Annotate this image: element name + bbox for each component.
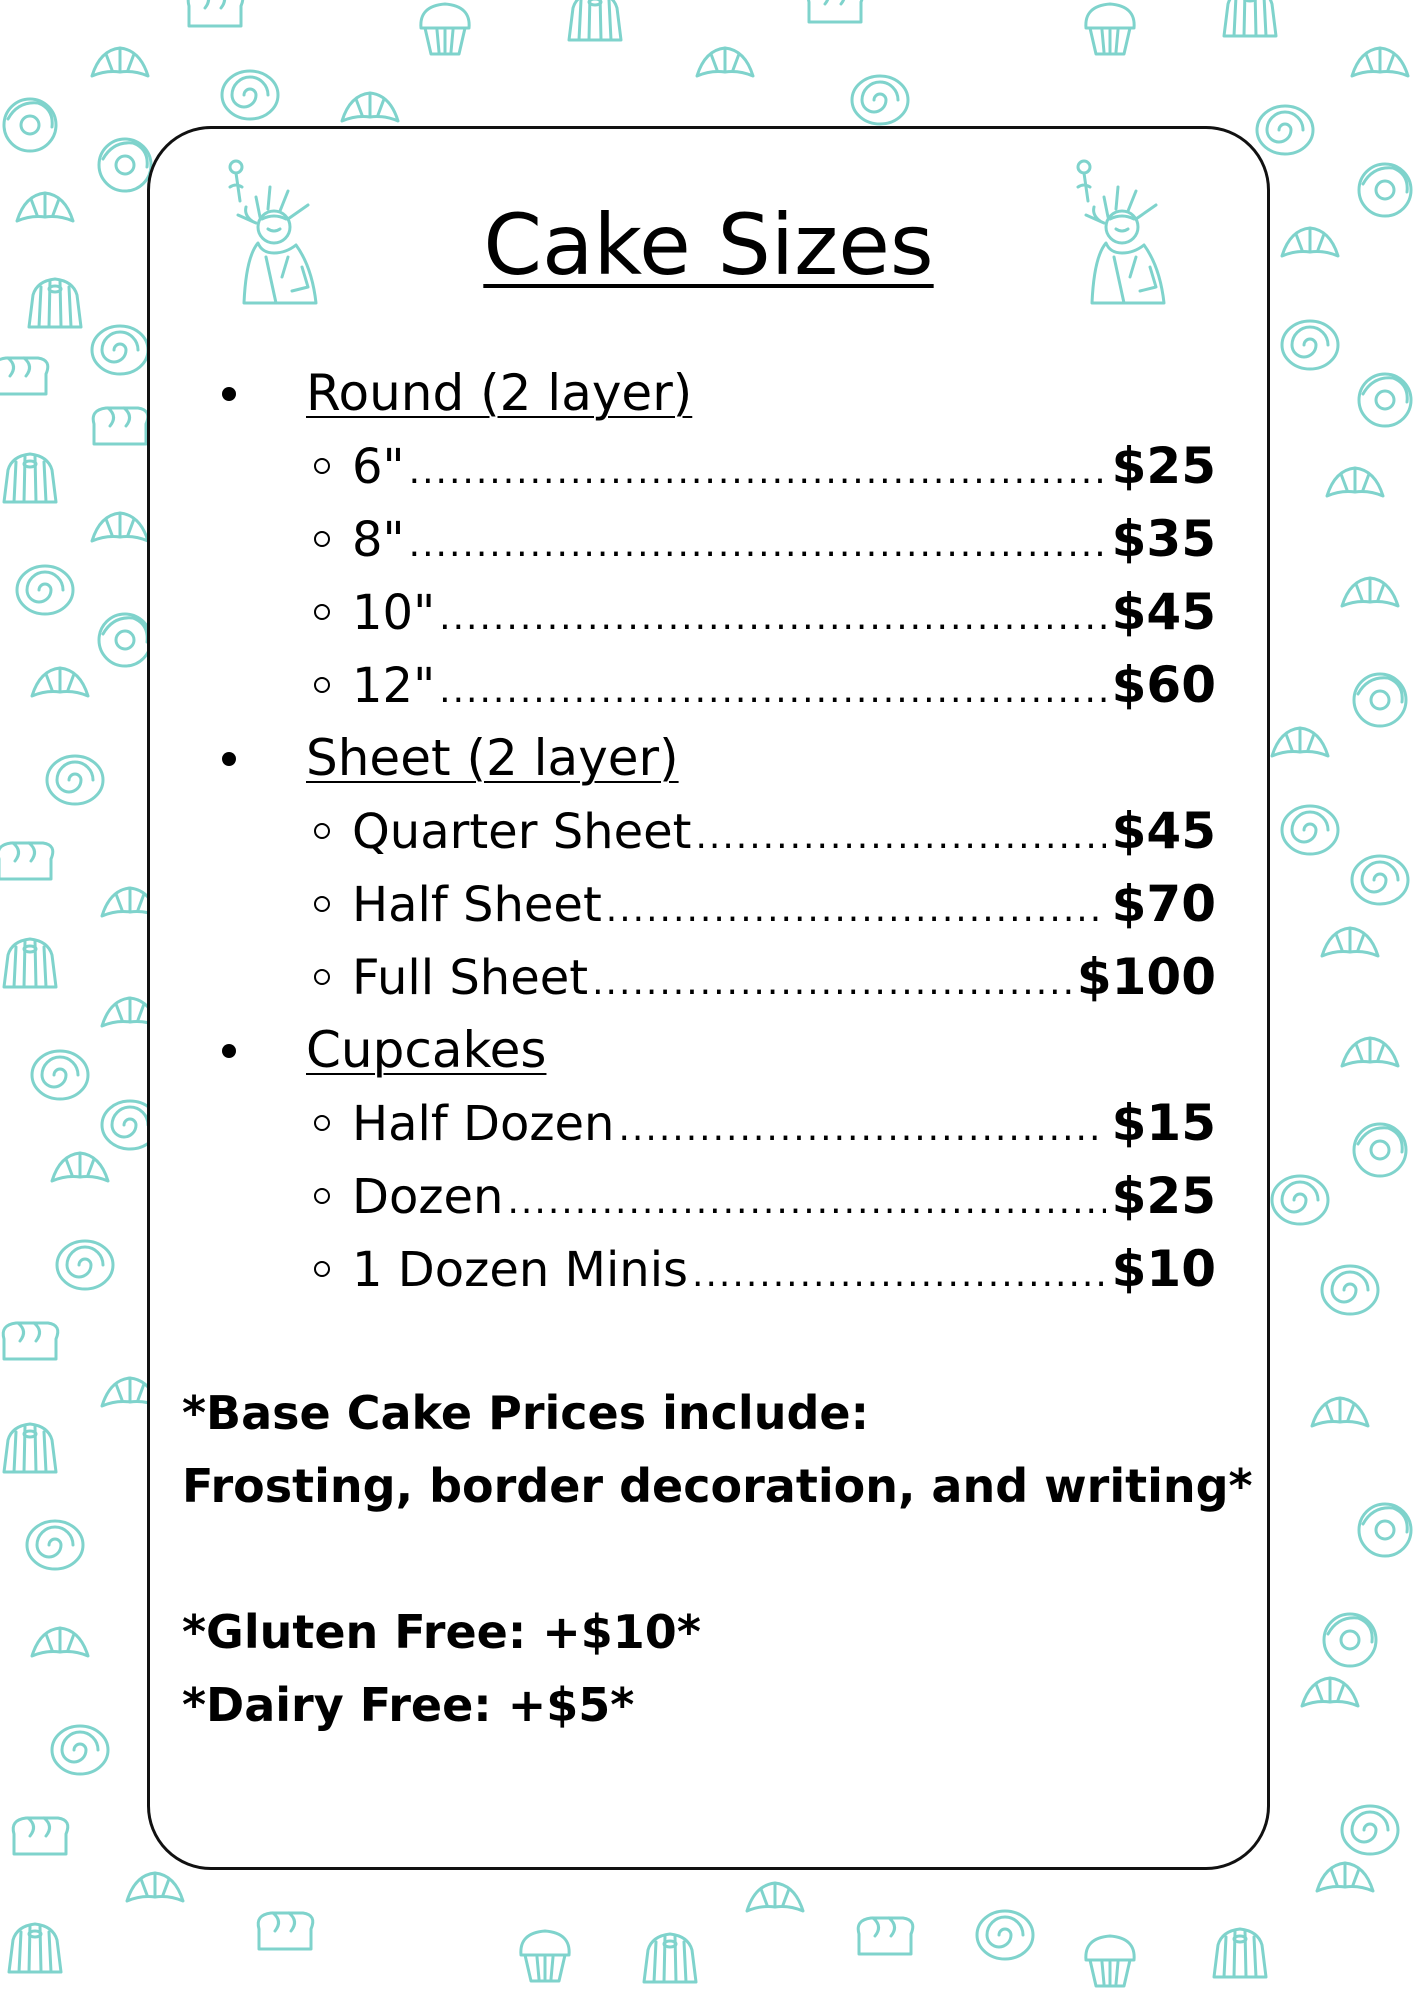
item-name: Half Sheet <box>352 877 602 933</box>
section-cupcakes <box>222 1014 1222 1306</box>
item-price: $25 <box>1111 1167 1216 1225</box>
item-name: 1 Dozen Minis <box>352 1242 689 1298</box>
item-price: $35 <box>1111 510 1216 568</box>
section-sheet <box>222 722 1222 1014</box>
list-item <box>222 1087 1222 1160</box>
item-name: 8" <box>352 512 405 568</box>
list-item <box>222 795 1222 868</box>
item-price: $70 <box>1111 875 1216 933</box>
item-price: $100 <box>1076 948 1216 1006</box>
list-item <box>222 649 1222 722</box>
price-card <box>147 126 1270 1870</box>
item-price: $15 <box>1111 1094 1216 1152</box>
list-item <box>222 430 1222 503</box>
item-name: 10" <box>352 585 436 641</box>
item-name: Full Sheet <box>352 950 589 1006</box>
section-heading: Round (2 layer) <box>222 357 1222 430</box>
item-price: $25 <box>1111 437 1216 495</box>
item-price: $45 <box>1111 802 1216 860</box>
base-price-note-detail: Frosting, border decoration, and writing* <box>182 1459 1253 1513</box>
section-heading: Cupcakes <box>222 1014 1222 1087</box>
list-item <box>222 1233 1222 1306</box>
list-item <box>222 868 1222 941</box>
list-item <box>222 576 1222 649</box>
dairy-free-note: *Dairy Free: +$5* <box>182 1678 635 1732</box>
item-price: $10 <box>1111 1240 1216 1298</box>
price-list <box>222 357 1222 1306</box>
item-name: 12" <box>352 658 436 714</box>
page-title: Cake Sizes <box>483 196 934 294</box>
base-price-note: *Base Cake Prices include: <box>182 1386 869 1440</box>
item-price: $45 <box>1111 583 1216 641</box>
section-heading: Sheet (2 layer) <box>222 722 1222 795</box>
item-name: 6" <box>352 439 405 495</box>
item-name: Dozen <box>352 1169 504 1225</box>
section-round <box>222 357 1222 722</box>
item-price: $60 <box>1111 656 1216 714</box>
gluten-free-note: *Gluten Free: +$10* <box>182 1605 701 1659</box>
item-name: Quarter Sheet <box>352 804 692 860</box>
item-name: Half Dozen <box>352 1096 615 1152</box>
list-item <box>222 941 1222 1014</box>
list-item <box>222 503 1222 576</box>
list-item <box>222 1160 1222 1233</box>
